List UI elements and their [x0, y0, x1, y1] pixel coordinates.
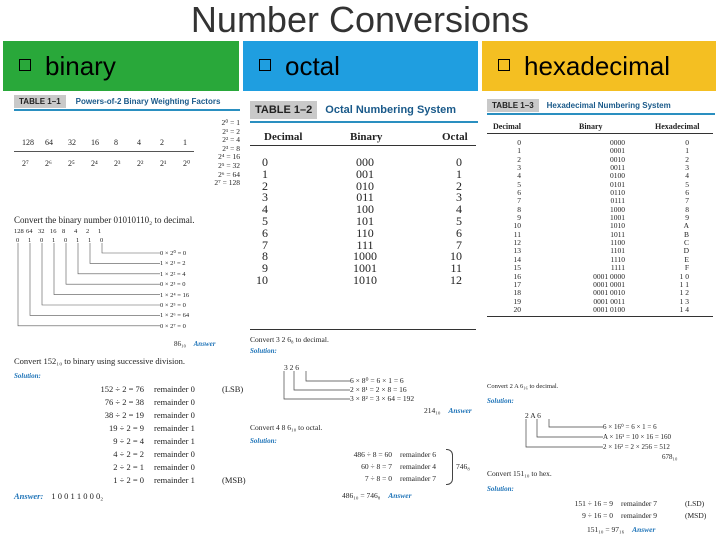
- octal-answer-word: Answer: [448, 406, 472, 415]
- weight-value: 128: [22, 138, 34, 147]
- product-term: 1 × 2¹ = 2: [160, 260, 186, 268]
- binary-weights-rule: [14, 151, 194, 152]
- table-cell: 010: [356, 178, 374, 193]
- hex-sum: 678₁₀: [662, 453, 678, 461]
- bit-value: 1: [52, 237, 56, 244]
- col-head: 32: [38, 228, 45, 235]
- table-cell: 0: [456, 155, 462, 169]
- col-head: 16: [50, 228, 57, 235]
- table-cell: 17: [513, 279, 521, 289]
- table-cell: 11: [450, 261, 462, 276]
- binary-result: 86₁₀: [174, 340, 186, 348]
- table-cell: D: [683, 246, 689, 256]
- bracket-line: [102, 243, 160, 253]
- octal-table-headers: [250, 131, 476, 146]
- table-cell: 101: [356, 213, 374, 228]
- octal-term: 6 × 8⁰ = 6 × 1 = 6: [350, 376, 404, 385]
- table-cell: 0101: [610, 179, 625, 189]
- hex-prompt: Convert 2 A 6₁₆ to decimal.: [487, 383, 559, 390]
- table-cell: 7: [517, 196, 521, 206]
- power-label: 2¹: [160, 159, 167, 168]
- division-eq: 4 ÷ 2 = 2: [113, 449, 144, 459]
- division-remainder: remainder 1: [154, 423, 195, 433]
- table-cell: 1: [456, 166, 462, 181]
- hex-sum-line: [662, 453, 677, 461]
- table-cell: 0: [517, 138, 521, 147]
- division-row: [34, 396, 246, 409]
- slide-title: Number Conversions: [190, 0, 530, 40]
- power-label: 2⁶: [45, 159, 52, 168]
- table-cell: 3: [517, 163, 521, 173]
- table-cell: 2: [685, 154, 689, 164]
- hex-solution-label-2: Solution:: [487, 485, 514, 493]
- octal-bracket-lines: [280, 371, 350, 411]
- power-list-item: 2⁶ = 64: [218, 169, 240, 179]
- table-cell: A: [683, 221, 689, 231]
- table-cell: 4: [262, 202, 268, 217]
- table-cell: 4: [517, 171, 521, 181]
- table-cell: 1101: [610, 246, 625, 256]
- table-header: Binary: [579, 122, 603, 131]
- binary-table-caption: [14, 93, 240, 111]
- table-cell: 000: [356, 155, 374, 169]
- table-cell: 0111: [610, 196, 625, 206]
- octal-table-title: Octal Numbering System: [325, 104, 457, 116]
- octal-final: 486₁₀ = 746₈: [342, 491, 381, 500]
- table-header: Binary: [350, 131, 383, 143]
- product-term: 0 × 2⁷ = 0: [160, 322, 186, 330]
- binary-products: [160, 249, 189, 332]
- table-cell: E: [684, 254, 689, 264]
- table-cell: 0001 0000: [593, 271, 625, 281]
- division-row: [330, 473, 436, 485]
- octal-table-number: TABLE 1–2: [250, 101, 317, 119]
- weight-value: 16: [91, 138, 99, 147]
- table-header: Hexadecimal: [655, 122, 700, 131]
- col-head: 128: [14, 228, 24, 235]
- bullet-square-icon: [498, 59, 510, 71]
- table-cell: 0001 0100: [593, 304, 625, 314]
- hex-table-rows: [487, 139, 713, 314]
- octal-prompt-2: Convert 4 8 6₁₀ to octal.: [250, 423, 323, 432]
- table-cell: 4: [456, 202, 462, 217]
- product-term: 1 × 2⁶ = 64: [160, 312, 190, 320]
- table-cell: 1111: [610, 263, 625, 273]
- table-cell: 12: [513, 238, 521, 248]
- table-cell: 1 3: [679, 296, 689, 306]
- octal-terms: [350, 376, 414, 403]
- power-list-item: 2⁰ = 1: [221, 118, 240, 127]
- binary-weights-row: [14, 138, 194, 152]
- table-row: [250, 272, 476, 287]
- table-cell: 15: [513, 263, 521, 273]
- table-cell: 0010: [610, 154, 625, 164]
- hex-final-answer: Answer: [632, 525, 656, 534]
- table-cell: 1011: [610, 229, 625, 239]
- hex-final-line: [587, 525, 655, 534]
- table-cell: 0011: [610, 163, 625, 173]
- division-row: [34, 461, 246, 474]
- octal-brace: [446, 449, 453, 485]
- table-cell: 8: [685, 204, 689, 214]
- table-cell: 110: [356, 225, 374, 240]
- table-cell: 5: [262, 213, 268, 228]
- table-cell: 6: [685, 188, 689, 198]
- division-remainder: remainder 4: [400, 462, 437, 471]
- hex-table-headers: [487, 122, 713, 134]
- hex-division-steps: [551, 498, 706, 522]
- division-note: (MSB): [222, 475, 246, 485]
- table-cell: 1: [262, 166, 268, 181]
- division-eq: 2 ÷ 2 = 1: [113, 462, 144, 472]
- power-list-item: 2¹ = 2: [222, 126, 240, 136]
- division-eq: 76 ÷ 2 = 38: [104, 397, 144, 407]
- hex-term: 6 × 16⁰ = 6 × 1 = 6: [603, 423, 657, 431]
- division-eq: 1 ÷ 2 = 0: [113, 475, 144, 485]
- table-cell: 111: [356, 237, 374, 252]
- binary-power-list: [196, 119, 240, 188]
- table-cell: 100: [356, 202, 374, 217]
- division-note: (LSB): [222, 384, 244, 394]
- table-cell: 9: [262, 261, 268, 276]
- division-row: [330, 461, 436, 473]
- header-binary-label: binary: [45, 51, 116, 81]
- power-label: 2³: [114, 159, 121, 168]
- table-cell: 19: [513, 296, 521, 306]
- bit-value: 0: [100, 237, 104, 244]
- bit-value: 1: [76, 237, 80, 244]
- col-head: 4: [74, 228, 78, 235]
- table-cell: C: [683, 238, 689, 248]
- table-cell: 0001 0011: [593, 296, 625, 306]
- table-cell: 10: [513, 221, 521, 231]
- power-list-item: 2⁷ = 128: [214, 178, 240, 188]
- weight-value: 2: [160, 138, 164, 147]
- table-cell: 1110: [610, 254, 625, 264]
- bullet-square-icon: [259, 59, 271, 71]
- header-octal: [243, 41, 478, 91]
- division-row: [34, 448, 246, 461]
- table-cell: 001: [356, 166, 374, 181]
- division-remainder: remainder 1: [154, 436, 195, 446]
- octal-term: 2 × 8¹ = 2 × 8 = 16: [350, 385, 407, 394]
- binary-answer-word: Answer: [193, 340, 216, 348]
- octal-solution-label: Solution:: [250, 347, 277, 355]
- hex-column: [487, 93, 715, 533]
- division-row: [34, 474, 246, 487]
- bit-value: 0: [16, 237, 20, 244]
- octal-sum-line: [424, 406, 472, 415]
- binary-answer-label: Answer:: [14, 491, 44, 501]
- hex-prompt-2: Convert 151₁₀ to hex.: [487, 469, 552, 478]
- table-cell: 1 4: [679, 304, 689, 314]
- product-term: 1 × 2² = 4: [160, 270, 186, 278]
- division-row: [34, 422, 246, 435]
- table-cell: 10: [450, 249, 462, 264]
- table-header: Octal: [442, 131, 468, 143]
- division-remainder: remainder 1: [154, 475, 195, 485]
- table-cell: 16: [513, 271, 521, 281]
- octal-division-steps: [330, 449, 436, 485]
- table-cell: 1000: [610, 204, 625, 214]
- bracket-line: [30, 243, 160, 315]
- power-list-item: 2⁵ = 32: [218, 160, 240, 170]
- table-cell: 2: [517, 154, 521, 164]
- table-cell: 3: [685, 163, 689, 173]
- power-list-item: 2² = 4: [222, 135, 240, 145]
- division-remainder: remainder 6: [400, 450, 437, 459]
- table-cell: 3: [456, 190, 462, 205]
- bit-value: 1: [88, 237, 92, 244]
- table-cell: 1000: [353, 249, 377, 264]
- octal-term: 3 × 8² = 3 × 64 = 192: [350, 394, 415, 403]
- product-term: 1 × 2⁴ = 16: [160, 291, 190, 299]
- table-cell: 6: [456, 225, 462, 240]
- product-term: 0 × 2⁵ = 0: [160, 302, 186, 310]
- col-head: 2: [86, 228, 90, 235]
- power-label: 2⁰: [183, 159, 191, 168]
- binary-solution-label: Solution:: [14, 372, 41, 380]
- table-cell: 14: [513, 254, 521, 264]
- table-cell: 7: [262, 237, 268, 252]
- table-header: Decimal: [493, 122, 521, 131]
- binary-division-steps: [34, 383, 246, 487]
- binary-prompt-2: Convert 152₁₀ to binary using successive division.: [14, 356, 185, 366]
- octal-brace-result: 746₈: [456, 462, 470, 471]
- table-cell: 0000: [610, 138, 625, 147]
- hex-table-title: Hexadecimal Numbering System: [546, 100, 671, 110]
- division-eq: 151 ÷ 16 = 9: [574, 499, 613, 508]
- table-cell: 1001: [610, 213, 625, 223]
- division-eq: 486 ÷ 8 = 60: [353, 450, 392, 459]
- octal-table-caption: [250, 99, 478, 123]
- table-cell: 2: [262, 178, 268, 193]
- division-row: [34, 409, 246, 422]
- division-note: (MSD): [685, 511, 707, 520]
- hex-digits: 2 A 6: [525, 411, 541, 420]
- hex-table-bottom-rule: [487, 316, 713, 317]
- octal-sum: 214₁₀: [424, 406, 441, 415]
- division-remainder: remainder 0: [154, 397, 195, 407]
- octal-column: [250, 93, 478, 513]
- table-cell: 5: [685, 179, 689, 189]
- power-list-item: 2³ = 8: [222, 143, 240, 153]
- power-label: 2⁵: [68, 159, 75, 168]
- table-cell: 2: [456, 178, 462, 193]
- division-remainder: remainder 0: [154, 462, 195, 472]
- table-cell: 12: [450, 272, 462, 287]
- col-head: 8: [62, 228, 66, 235]
- division-remainder: remainder 9: [621, 511, 658, 520]
- table-cell: 5: [517, 179, 521, 189]
- table-cell: F: [684, 263, 689, 273]
- col-head: 1: [98, 228, 102, 235]
- octal-prompt: Convert 3 2 6₈ to decimal.: [250, 335, 329, 344]
- table-cell: 6: [517, 188, 521, 198]
- power-label: 2⁷: [22, 159, 29, 168]
- table-cell: 0: [685, 138, 689, 147]
- weight-value: 32: [68, 138, 76, 147]
- table-cell: 18: [513, 288, 521, 298]
- binary-powers-row: [14, 159, 194, 173]
- hex-table-caption: [487, 97, 715, 115]
- bit-value: 0: [40, 237, 44, 244]
- weight-value: 1: [183, 138, 187, 147]
- product-term: 0 × 2³ = 0: [160, 281, 186, 289]
- table-cell: 0001 0001: [593, 279, 625, 289]
- binary-result-line: [174, 340, 215, 348]
- octal-table-bottom-rule: [250, 329, 476, 330]
- octal-digits: 3 2 6: [284, 363, 299, 372]
- binary-table-number: TABLE 1–1: [14, 95, 66, 108]
- header-hexadecimal-label: hexadecimal: [524, 51, 670, 81]
- table-row: [487, 306, 713, 314]
- table-cell: 9: [685, 213, 689, 223]
- table-cell: 7: [456, 237, 462, 252]
- table-cell: 1100: [610, 238, 625, 248]
- table-cell: 5: [456, 213, 462, 228]
- bit-value: 1: [28, 237, 32, 244]
- table-cell: 13: [513, 246, 521, 256]
- table-cell: 0: [262, 155, 268, 169]
- table-cell: 0001: [610, 146, 625, 156]
- division-eq: 38 ÷ 2 = 19: [104, 410, 144, 420]
- header-octal-label: octal: [285, 51, 340, 81]
- division-row: [34, 383, 246, 396]
- table-cell: 3: [262, 190, 268, 205]
- table-cell: 1 0: [679, 271, 689, 281]
- table-cell: 1010: [353, 272, 377, 287]
- division-note: (LSD): [685, 499, 705, 508]
- binary-answer-line: [14, 491, 103, 501]
- binary-column: [14, 93, 246, 513]
- table-cell: 6: [262, 225, 268, 240]
- table-cell: 1001: [353, 261, 377, 276]
- table-header: Decimal: [264, 131, 303, 143]
- power-label: 2⁴: [91, 159, 98, 168]
- division-eq: 9 ÷ 2 = 4: [113, 436, 144, 446]
- division-row: [330, 449, 436, 461]
- header-binary: [3, 41, 239, 91]
- division-eq: 60 ÷ 8 = 7: [361, 462, 392, 471]
- table-cell: 1: [685, 146, 689, 156]
- hex-terms: [603, 422, 671, 452]
- octal-final-line: [342, 491, 412, 500]
- binary-bracket-lines: [14, 243, 240, 343]
- bullet-square-icon: [19, 59, 31, 71]
- table-cell: 1010: [610, 221, 625, 231]
- table-cell: 1 1: [679, 279, 689, 289]
- power-list-item: 2⁴ = 16: [218, 152, 240, 162]
- table-cell: 10: [256, 272, 268, 287]
- hex-term: A × 16¹ = 10 × 16 = 160: [603, 433, 672, 441]
- table-cell: 7: [685, 196, 689, 206]
- bit-value: 0: [64, 237, 68, 244]
- table-cell: 11: [513, 229, 521, 239]
- hex-solution-label: Solution:: [487, 397, 514, 405]
- header-hexadecimal: [482, 41, 716, 91]
- division-row: [551, 498, 706, 510]
- table-cell: 1: [517, 146, 521, 156]
- weight-value: 8: [114, 138, 118, 147]
- power-label: 2²: [137, 159, 144, 168]
- hex-table-number: TABLE 1–3: [487, 99, 539, 112]
- division-remainder: remainder 0: [154, 449, 195, 459]
- division-eq: 152 ÷ 2 = 76: [100, 384, 144, 394]
- table-cell: 011: [356, 190, 374, 205]
- binary-answer-value: 1 0 0 1 1 0 0 0₂: [51, 491, 104, 501]
- product-term: 0 × 2⁰ = 0: [160, 250, 187, 257]
- division-eq: 19 ÷ 2 = 9: [109, 423, 144, 433]
- weight-value: 64: [45, 138, 53, 147]
- table-cell: 0100: [610, 171, 625, 181]
- table-cell: 4: [685, 171, 689, 181]
- col-head: 64: [26, 228, 33, 235]
- division-eq: 9 ÷ 16 = 0: [582, 511, 613, 520]
- bracket-line: [54, 243, 160, 295]
- table-cell: 8: [262, 249, 268, 264]
- table-cell: 9: [517, 213, 521, 223]
- table-cell: 0110: [610, 188, 625, 198]
- binary-prompt: Convert the binary number 01010110₂ to decimal.: [14, 215, 195, 225]
- division-remainder: remainder 0: [154, 410, 195, 420]
- table-cell: 8: [517, 204, 521, 214]
- weight-value: 4: [137, 138, 141, 147]
- hex-term: 2 × 16² = 2 × 256 = 512: [603, 443, 670, 451]
- octal-solution-label-2: Solution:: [250, 437, 277, 445]
- division-remainder: remainder 0: [154, 384, 195, 394]
- table-cell: 1 2: [679, 288, 689, 298]
- table-cell: 0001 0010: [593, 288, 625, 298]
- octal-final-answer: Answer: [388, 491, 412, 500]
- division-row: [551, 510, 706, 522]
- binary-table-title: Powers-of-2 Binary Weighting Factors: [75, 96, 221, 106]
- division-remainder: remainder 7: [621, 499, 658, 508]
- division-remainder: remainder 7: [400, 474, 437, 483]
- hex-final: 151₁₀ = 97₁₆: [587, 525, 625, 534]
- division-eq: 7 ÷ 8 = 0: [364, 474, 392, 483]
- table-cell: B: [683, 229, 689, 239]
- division-row: [34, 435, 246, 448]
- table-cell: 20: [513, 304, 521, 314]
- hex-bracket-lines: [523, 419, 603, 455]
- octal-table-rows: [250, 157, 476, 287]
